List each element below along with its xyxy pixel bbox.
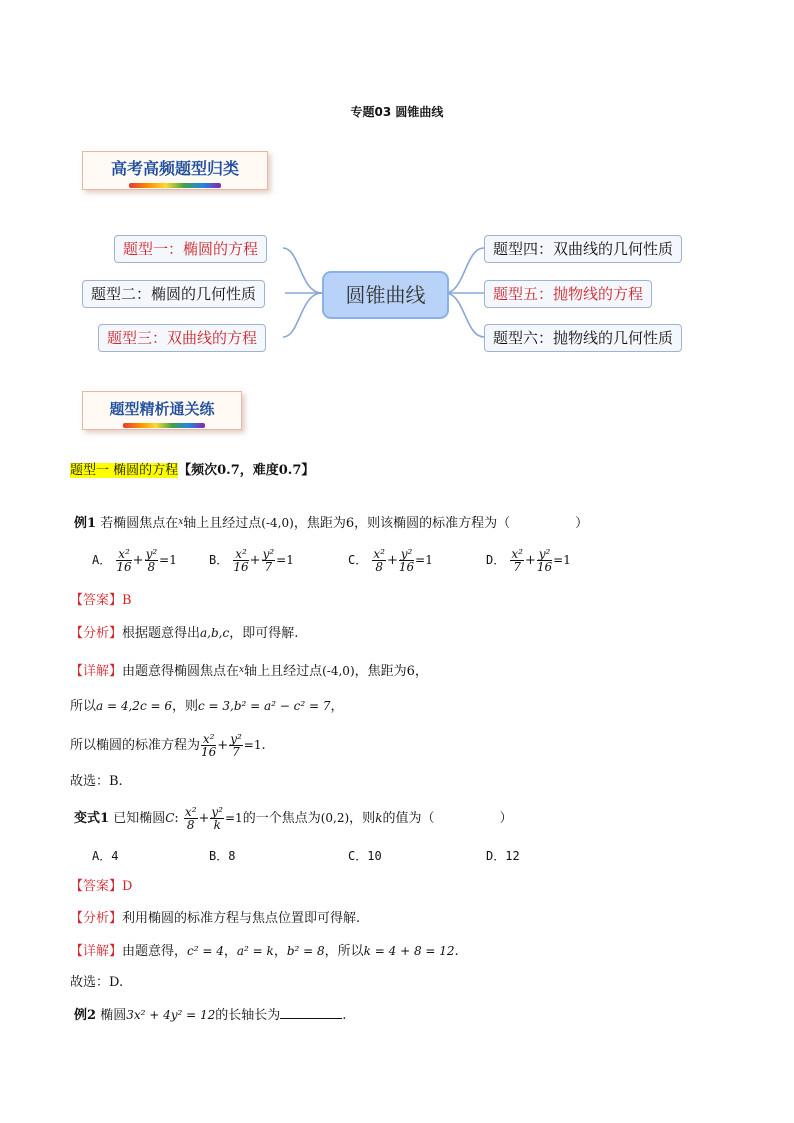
example-label: 例1: [74, 516, 97, 531]
connector-type4: [445, 248, 484, 293]
example1-detail-line3: 所以椭圆的标准方程为 $\frac{\text{x²}}{16}$ + $\frac{\text{y²}}{7}$ =1.: [70, 732, 266, 759]
frac-num: y²: [211, 805, 223, 819]
frac-den: 7: [264, 560, 273, 574]
example1-question: [74, 513, 588, 533]
mindmap-node-type5: 题型五：抛物线的方程: [484, 280, 652, 308]
math-inline: c² = 4: [187, 944, 224, 958]
math-inline: k: [375, 811, 383, 825]
mindmap-node-type4: 题型四：双曲线的几何性质: [484, 235, 682, 263]
question-text: 轴上且经过点: [183, 516, 262, 531]
frac-den: 8: [147, 560, 156, 574]
frac-den: 7: [513, 560, 521, 574]
math-inline: a = 4,2c = 6: [96, 699, 172, 713]
analysis-tag: 【分析】: [70, 911, 123, 926]
question-text: 若椭圆焦点在: [100, 516, 179, 531]
type1-title: 题型一 椭圆的方程: [70, 463, 179, 478]
math-point: (-4,0): [261, 516, 294, 530]
option-d: D． $\frac{\text{x²}}{7}$ + $\frac{\text{y²}}{16}$ =1: [486, 547, 571, 574]
section-header-label: 高考高频题型归类: [110, 159, 239, 178]
question-text: 已知椭圆: [113, 811, 166, 826]
option-b: B． $\frac{\text{x²}}{16}$ + $\frac{\text{y²}}{7}$ =1: [209, 547, 294, 574]
detail-text: 由题意得，: [122, 944, 188, 959]
variant-label: 变式1: [74, 811, 110, 826]
variant1-analysis: [70, 910, 360, 928]
frac-den: 7: [232, 745, 240, 759]
frac-den: 8: [375, 560, 383, 574]
answer-tag: 【答案】: [70, 879, 123, 894]
math-point: (0,2): [320, 811, 350, 825]
equation-rhs: =1: [243, 738, 262, 752]
frac-num: y²: [400, 547, 413, 561]
analysis-text: 根据题意得出: [122, 626, 201, 641]
example1-detail-line2: [70, 697, 344, 716]
math-inline: c = 3,b² = a² − c² = 7: [198, 699, 331, 713]
option-letter: B．: [209, 553, 229, 567]
example1-answer: [70, 592, 132, 610]
answer-value: D: [122, 879, 133, 894]
detail-text: ，所以: [324, 944, 364, 959]
variant1-choose: 故选：D.: [70, 975, 124, 990]
analysis-tag: 【分析】: [70, 626, 123, 641]
detail-tag: 【详解】: [70, 944, 123, 959]
frac-num: x²: [235, 547, 247, 561]
frac-num: y²: [145, 547, 158, 561]
question-text: :: [174, 811, 179, 826]
mindmap-center-node: 圆锥曲线: [322, 271, 449, 319]
frac-den: 16: [233, 560, 249, 574]
section-header-practice: [82, 391, 242, 430]
question-text: 的值为（ ）: [382, 811, 513, 826]
example1-detail: [70, 661, 428, 681]
analysis-text: 利用椭圆的标准方程与焦点位置即可得解.: [122, 911, 361, 926]
question-text: ，则: [349, 811, 376, 826]
frac-num: x²: [118, 547, 130, 561]
option-a: A．4: [92, 849, 119, 863]
option-c: C．10: [348, 849, 382, 863]
document-title: 专题03 圆锥曲线: [350, 105, 444, 119]
detail-text: 所以: [70, 699, 97, 714]
type1-meta: 【频次0.7，难度0.7】: [178, 463, 315, 478]
option-letter: A．: [92, 553, 112, 567]
math-inline: a,b,c: [200, 626, 230, 640]
detail-text: 所以椭圆的标准方程为: [70, 738, 201, 753]
question-text: 的一个焦点为: [242, 811, 321, 826]
detail-text: ，: [273, 944, 287, 959]
rainbow-underline: [123, 423, 205, 428]
answer-value: B: [122, 593, 132, 608]
option-letter: C．: [348, 553, 368, 567]
math-inline: C: [165, 811, 175, 825]
option-a: A． $\frac{\text{x²}}{16}$ + $\frac{\text{y²}}{8}$ =1: [92, 547, 177, 574]
mindmap-node-type6: 题型六：抛物线的几何性质: [484, 324, 682, 352]
variant1-question: 变式1 已知椭圆C: $\frac{\text{x²}}{8}$ + $\frac{\text{y²}}{k}$ =1的一个焦点为(0,2)，则k的值为（ ）: [74, 805, 513, 832]
mindmap-node-type3: 题型三：双曲线的方程: [98, 324, 266, 352]
question-text: ，焦距为6，则该椭圆的标准方程为（ ）: [293, 516, 589, 531]
mindmap-node-type2: 题型二：椭圆的几何性质: [82, 280, 265, 308]
equation-rhs: =1: [276, 553, 294, 567]
section-header-label: 题型精析通关练: [109, 400, 215, 418]
example-label: 例2: [74, 1008, 97, 1023]
detail-text: ，焦距为6，: [354, 664, 428, 679]
math-point: (-4,0): [322, 664, 355, 678]
frac-den: 16: [398, 560, 415, 574]
equation-rhs: =1: [415, 553, 433, 567]
question-text: 的长轴长为: [215, 1008, 281, 1023]
example2-question: [74, 1006, 346, 1025]
variant1-detail: [70, 942, 459, 961]
connector-type6: [445, 293, 484, 337]
frac-den: k: [213, 818, 221, 832]
detail-text: 由题意得椭圆焦点在: [122, 664, 240, 679]
frac-den: 16: [201, 745, 217, 759]
option-c: C． $\frac{\text{x²}}{8}$ + $\frac{\text{y²}}{16}$ =1: [348, 547, 433, 574]
frac-num: x²: [373, 547, 385, 561]
frac-den: 16: [116, 560, 132, 574]
frac-num: x²: [511, 547, 523, 561]
frac-den: 16: [536, 560, 553, 574]
math-inline: a² = k: [236, 944, 274, 958]
frac-num: y²: [538, 547, 551, 561]
question-text: 椭圆: [100, 1008, 127, 1023]
example1-analysis: [70, 624, 298, 643]
variant1-answer: [70, 878, 132, 896]
detail-text: .: [454, 944, 459, 959]
connector-type3: [283, 293, 322, 337]
math-inline: 3x² + 4y² = 12: [126, 1008, 216, 1022]
frac-num: y²: [230, 732, 242, 746]
type1-heading: [70, 462, 314, 480]
detail-tag: 【详解】: [70, 664, 123, 679]
answer-tag: 【答案】: [70, 593, 123, 608]
detail-text: 轴上且经过点: [244, 664, 323, 679]
detail-text: .: [261, 738, 266, 753]
math-x: x: [239, 665, 245, 675]
frac-den: 8: [186, 818, 195, 832]
example1-choose: 故选：B.: [70, 774, 123, 789]
math-inline: b² = 8: [286, 944, 325, 958]
equation-rhs: =1: [553, 553, 571, 567]
detail-text: ，则: [171, 699, 198, 714]
equation-rhs: =1: [159, 553, 177, 567]
frac-num: x²: [202, 732, 215, 746]
connector-type1: [283, 248, 322, 293]
option-d: D．12: [486, 849, 520, 863]
frac-num: x²: [184, 805, 197, 819]
question-text: .: [342, 1008, 347, 1023]
equation-rhs: =1: [225, 811, 243, 825]
answer-blank[interactable]: [280, 1006, 342, 1019]
analysis-text: ，即可得解.: [229, 626, 299, 641]
mindmap-node-type1: 题型一：椭圆的方程: [114, 235, 267, 263]
frac-num: y²: [262, 547, 275, 561]
detail-text: ，: [330, 699, 344, 714]
math-x: x: [178, 517, 184, 527]
detail-text: ，: [223, 944, 237, 959]
option-b: B．8: [209, 849, 236, 863]
math-inline: k = 4 + 8 = 12: [363, 944, 455, 958]
option-letter: D．: [486, 553, 506, 567]
